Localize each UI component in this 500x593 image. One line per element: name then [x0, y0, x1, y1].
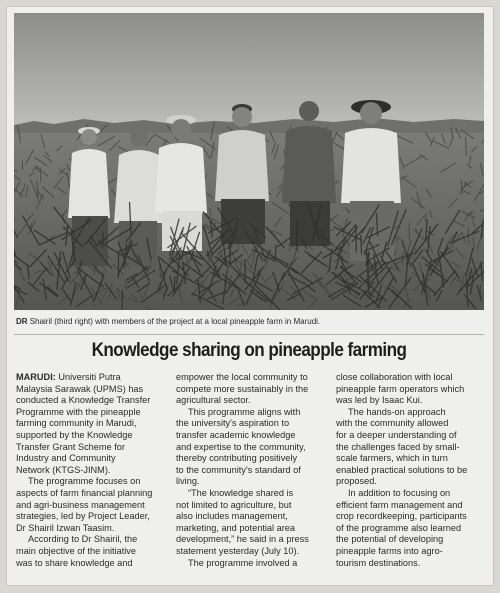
article-line: the university's aspiration to	[176, 418, 290, 429]
article-line: compete more sustainably in the	[176, 383, 309, 394]
article-line: and agri-business management	[16, 499, 145, 510]
article-line: the challenges faced by small-	[336, 441, 460, 452]
article-line: thereby contributing positively	[176, 453, 298, 464]
article-line: also includes management,	[176, 511, 288, 522]
article-line: was to share knowledge and	[16, 557, 133, 568]
photo-caption	[16, 317, 482, 327]
article-line: The programme involved a	[188, 557, 298, 568]
article-line: efficient farm management and	[336, 499, 463, 510]
article-line: aspects of farm financial planning	[16, 487, 153, 498]
article-photo	[14, 13, 484, 310]
article-line: statement yesterday (July 10).	[176, 545, 300, 556]
article-line: The programme focuses on	[28, 476, 141, 487]
article-dateline: MARUDI:	[16, 372, 56, 382]
article-line: was led by Isaac Kui.	[336, 395, 423, 406]
article-line: Universiti Putra	[58, 372, 121, 382]
article-line: Network (KTGS-JINM).	[16, 464, 111, 475]
article-line: pineapple farm operators which	[336, 383, 465, 394]
caption-text: Shairil (third right) with members of the project at a local pineapple farm in Marudi.	[29, 317, 321, 326]
article-line: close collaboration with local	[336, 372, 453, 382]
leaf-stroke	[122, 291, 123, 310]
article-line: In addition to focusing on	[348, 487, 451, 498]
article-line: “The knowledge shared is	[188, 487, 294, 498]
article-line: living.	[176, 476, 200, 487]
article-line: Transfer Grant Scheme for	[16, 441, 125, 452]
article-line: and expertise to the community,	[176, 441, 306, 452]
caption-lead: DR	[16, 317, 28, 326]
article-line: to the community's standard of	[176, 464, 301, 475]
article-line: proposed.	[336, 476, 377, 487]
article-headline: Knowledge sharing on pineapple farming	[91, 340, 407, 361]
article-line: agricultural sector.	[176, 395, 251, 406]
article-line: marketing, and potential area	[176, 522, 296, 533]
leaf-stroke	[361, 235, 362, 255]
leaf-stroke	[397, 236, 398, 244]
article-line: scale farmers, which in turn	[336, 453, 448, 464]
article-line: pineapple farms into agro-	[336, 545, 443, 556]
article-line: strategies, led by Project Leader,	[16, 511, 150, 522]
caption-rule	[14, 334, 484, 335]
article-line: empower the local community to	[176, 372, 308, 382]
article-line: Industry and Community	[16, 453, 116, 464]
leaf-stroke	[229, 241, 230, 264]
article-line: with the community allowed	[336, 418, 449, 429]
article-line: This programme aligns with	[188, 406, 301, 417]
article-line: conducted a Knowledge Transfer	[16, 395, 151, 406]
article-line: tourism destinations.	[336, 557, 421, 568]
article-line: of the programme also learned	[336, 522, 462, 533]
article-line: not limited to agriculture, but	[176, 499, 292, 510]
article-line: crop recordkeeping, participants	[336, 511, 467, 522]
photo-pineapple-farm	[14, 13, 484, 310]
article-line: Dr Shairil Izwan Taasim.	[16, 522, 115, 533]
article-line: farming community in Marudi,	[16, 418, 137, 429]
article-line: development,” he said in a press	[176, 534, 309, 545]
article-body	[16, 372, 484, 569]
article-line: transfer academic knowledge	[176, 429, 296, 440]
article-line: The hands-on approach	[348, 406, 446, 417]
article-column-2	[176, 372, 322, 569]
article-line: Programme with the pineapple	[16, 406, 141, 417]
article-line: for a deeper understanding of	[336, 429, 457, 440]
article-line: main objective of the initiative	[16, 545, 137, 556]
article-column-3	[336, 372, 482, 569]
article-line: Malaysia Sarawak (UPMS) has	[16, 383, 144, 394]
article-line: enabled practical solutions to be	[336, 464, 468, 475]
article-line: supported by the Knowledge	[16, 429, 133, 440]
article-line: the potential of developing	[336, 534, 444, 545]
article-column-1	[16, 372, 162, 569]
article-line: According to Dr Shairil, the	[28, 534, 138, 545]
